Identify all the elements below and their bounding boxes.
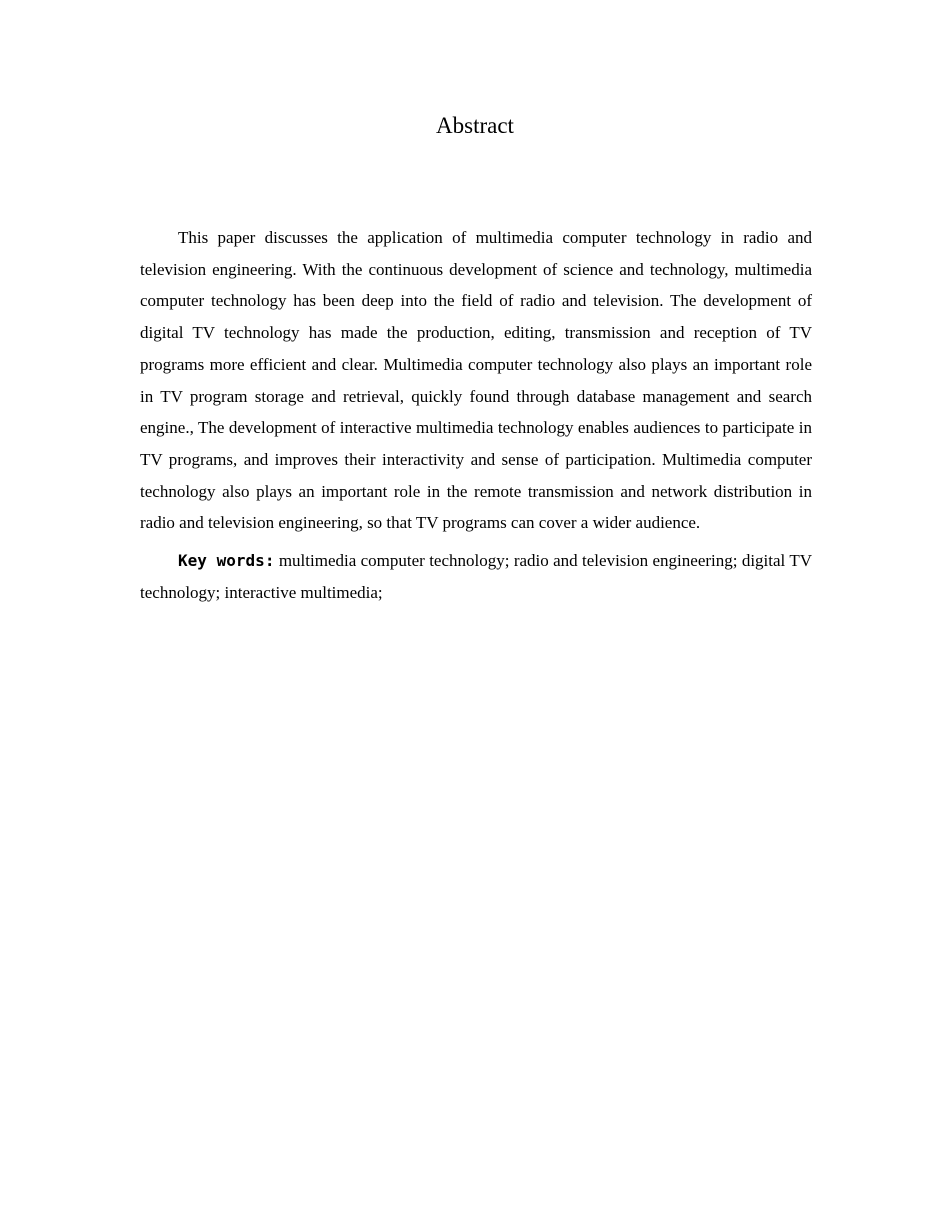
keywords-label: Key words: [178,551,275,571]
abstract-body [140,222,812,608]
abstract-paragraph: This paper discusses the application of multimedia computer technology in radio and television engineering. With the continuous development of science and technology, multimedia computer technology has been deep into the field of radio and television. The development of digital TV technology has made the production, editing, transmission and reception of TV programs more efficient and clear. Multimedia computer technology also plays an important role in TV program storage and retrieval, quickly found through database management and search engine., The development of interactive multimedia technology enables audiences to participate in TV programs, and improves their interactivity and sense of participation. Multimedia computer technology also plays an important role in the remote transmission and network distribution in radio and television engineering, so that TV programs can cover a wider audience. [140,228,812,533]
abstract-title: Abstract [436,113,514,138]
keywords-paragraph [140,545,812,608]
keywords-list: multimedia computer technology; radio and television engineering; digital TV technology; interactive multimedia; [140,551,812,602]
